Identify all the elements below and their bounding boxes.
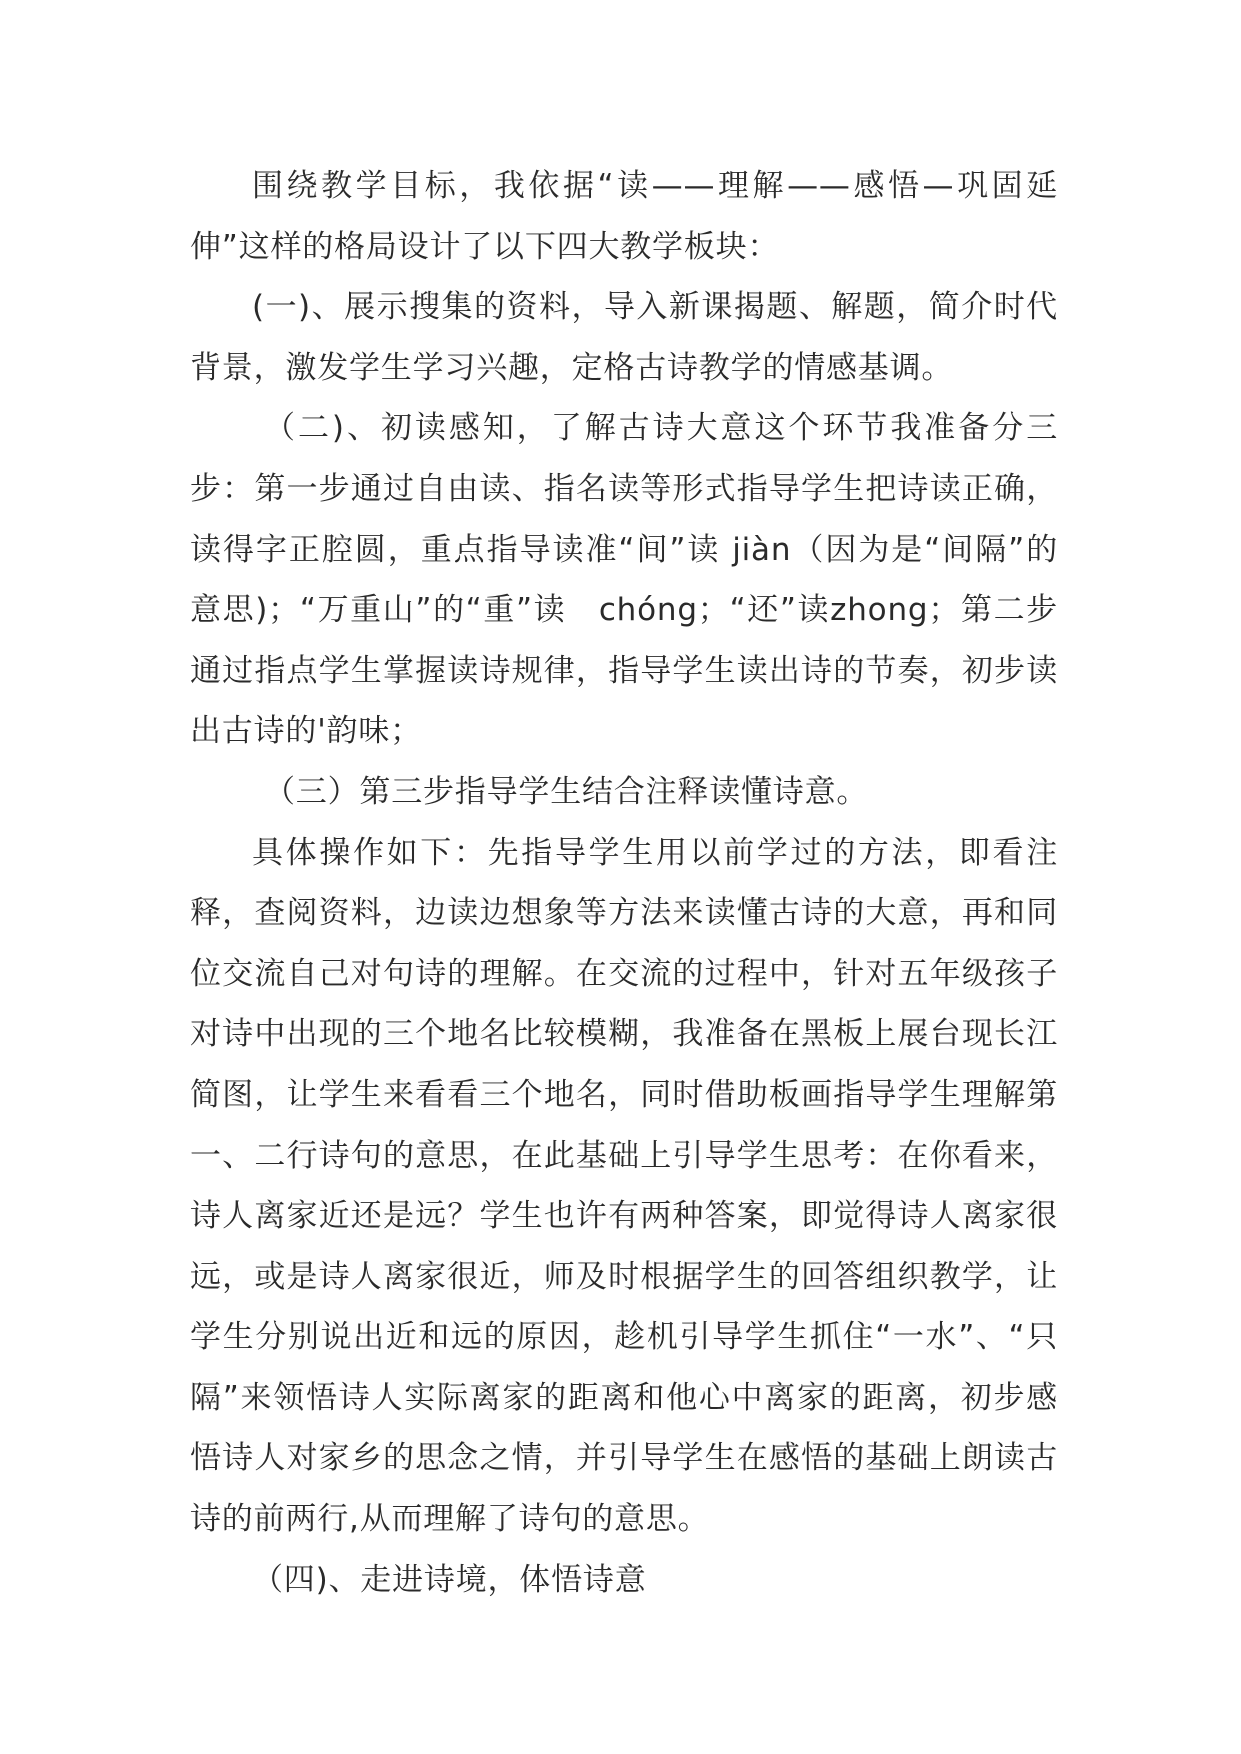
document-page — [190, 156, 1058, 1610]
paragraph-section-3: （三）第三步指导学生结合注释读懂诗意。 — [264, 773, 869, 810]
paragraph-details: 具体操作如下：先指导学生用以前学过的方法，即看注释，查阅资料，边读边想象等方法来读懂古诗的大意，再和同位交流自己对句诗的理解。在交流的过程中，针对五年级孩子对诗中出现的三个地名比较模糊，我准备在黑板上展台现长江简图，让学生来看看三个地名，同时借助板画指导学生理解第一、二行诗句的意思，在此基础上引导学生思考：在你看来，诗人离家近还是远？学生也许有两种答案，即觉得诗人离家很远，或是诗人离家很近，师及时根据学生的回答组织教学，让学生分别说出近和远的原因，趁机引导学生抓住“一水”、“只隔”来领悟诗人实际离家的距离和他心中离家的距离，初步感悟诗人对家乡的思念之情，并引导学生在感悟的基础上朗读古诗的前两行,从而理解了诗句的意思。 — [190, 834, 1058, 1538]
paragraph-section-2: （二)、初读感知，了解古诗大意这个环节我准备分三步：第一步通过自由读、指名读等形式指导学生把诗读正确，读得字正腔圆，重点指导读准“间”读 jiàn（因为是“间隔”的意思)；“万重山”的“重”读 chóng；“还”读zhong；第二步通过指点学生掌握读诗规律，指导学生读出诗的节奏，初步读出古诗的'韵味； — [190, 410, 1058, 750]
paragraph-section-1: (一)、展示搜集的资料，导入新课揭题、解题，简介时代背景，激发学生学习兴趣，定格古诗教学的情感基调。 — [190, 289, 1058, 386]
paragraph-section-4: （四)、走进诗境，体悟诗意 — [252, 1561, 647, 1598]
paragraph-intro: 围绕教学目标，我依据“读——理解——感悟—巩固延伸”这样的格局设计了以下四大教学板块： — [190, 168, 1058, 265]
